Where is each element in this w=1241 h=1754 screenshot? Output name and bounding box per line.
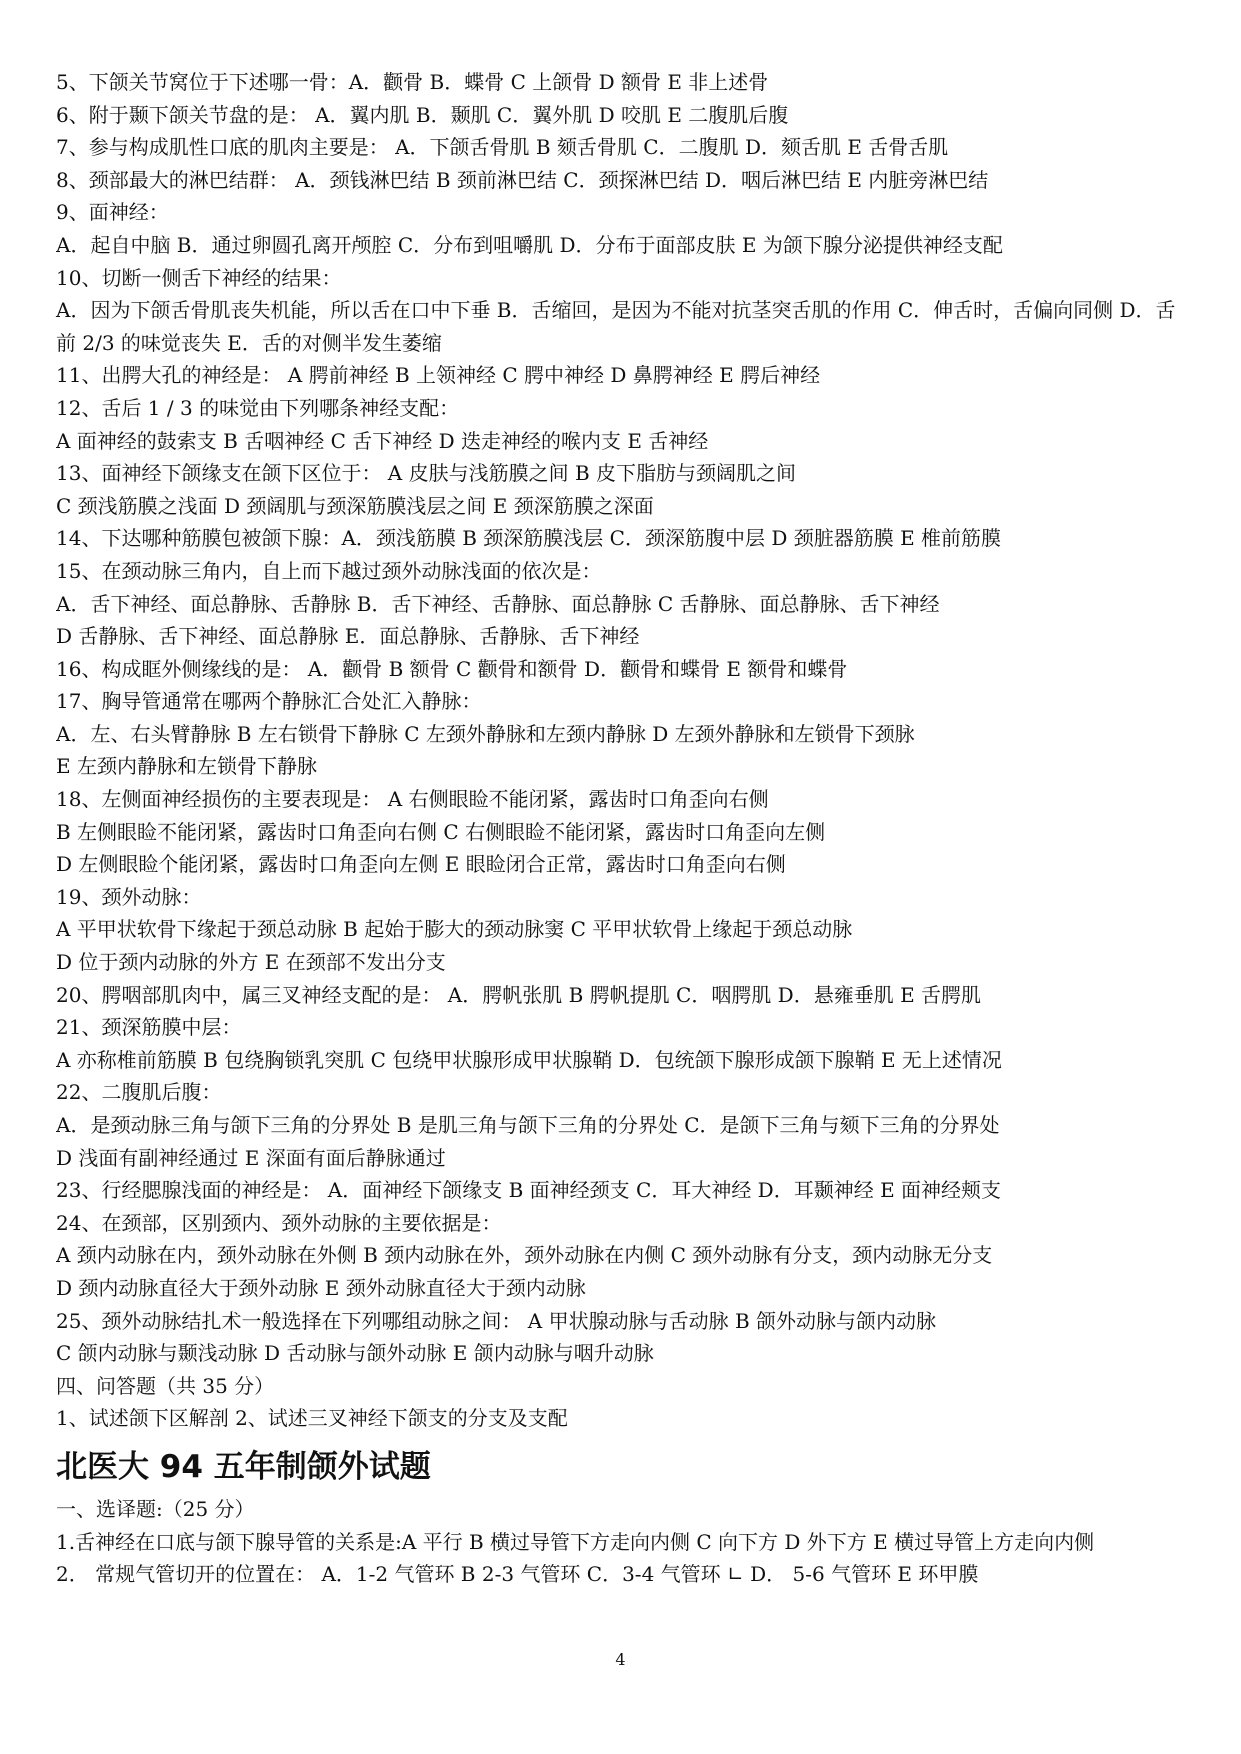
- question-line: 5、下颌关节窝位于下述哪一骨：A．颧骨 B．蝶骨 C 上颌骨 D 额骨 E 非上述骨: [56, 70, 769, 94]
- question-line: 25、颈外动脉结扎术一般选择在下列哪组动脉之间： A 甲状腺动脉与舌动脉 B 颌外动脉与颌内动脉: [56, 1308, 937, 1333]
- question-line: 18、左侧面神经损伤的主要表现是： A 右侧眼睑不能闭紧，露齿时口角歪向右侧: [56, 787, 769, 812]
- question-line: A．舌下神经、面总静脉、舌静脉 B．舌下神经、舌静脉、面总静脉 C 舌静脉、面总静脉、舌下神经: [56, 591, 940, 616]
- question-line: A．左、右头臂静脉 B 左右锁骨下静脉 C 左颈外静脉和左颈内静脉 D 左颈外静脉和左锁骨下颈脉: [56, 721, 915, 746]
- question-line: 13、面神经下颌缘支在颌下区位于： A 皮肤与浅筋膜之间 B 皮下脂肪与颈阔肌之间: [56, 461, 797, 486]
- section-title: 一、选译题:（25 分）: [56, 1496, 255, 1521]
- question-line: D 浅面有副神经通过 E 深面有面后静脉通过: [56, 1145, 446, 1170]
- question-line: 15、在颈动脉三角内，自上而下越过颈外动脉浅面的依次是：: [56, 558, 602, 583]
- question-line: 12、舌后 1 / 3 的味觉由下列哪条神经支配：: [56, 395, 460, 420]
- question-line: A．起自中脑 B．通过卵圆孔离开颅腔 C．分布到咀嚼肌 D．分布于面部皮肤 E 为颌下腺分泌提供神经支配: [56, 232, 1003, 257]
- question-line: 22、二腹肌后腹：: [56, 1080, 222, 1105]
- questions-block-2: [56, 1493, 1186, 1591]
- question-line: D 左侧眼睑个能闭紧，露齿时口角歪向左侧 E 眼睑闭合正常，露齿时口角歪向右侧: [56, 852, 786, 877]
- question-line: A．是颈动脉三角与颌下三角的分界处 B 是肌三角与颌下三角的分界处 C．是颌下三角与颏下三角的分界处: [56, 1113, 1000, 1137]
- question-line: 8、颈部最大的淋巴结群： A．颈钱淋巴结 B 颈前淋巴结 C．颈探淋巴结 D．咽后淋巴结 E 内脏旁淋巴结: [56, 167, 989, 192]
- document-page: [56, 66, 1186, 1591]
- question-line: A 亦称椎前筋膜 B 包绕胸锁乳突肌 C 包绕甲状腺形成甲状腺鞘 D．包统颌下腺形成颌下腺鞘 E 无上述情况: [56, 1047, 1002, 1072]
- question-line: 10、切断一侧舌下神经的结果：: [56, 265, 342, 290]
- question-line: B 左侧眼睑不能闭紧，露齿时口角歪向右侧 C 右侧眼睑不能闭紧，露齿时口角歪向左侧: [56, 819, 826, 844]
- question-line: D 颈内动脉直径大于颈外动脉 E 颈外动脉直径大于颈内动脉: [56, 1275, 586, 1300]
- question-line: A．因为下颌舌骨肌丧失机能，所以舌在口中下垂 B．舌缩回，是因为不能对抗茎突舌肌的作用 C．伸舌时，舌偏向同侧 D．舌前 2/3 的味觉丧失 E．舌的对侧半发生萎缩: [56, 298, 1176, 355]
- question-line: 1、试述颌下区解剖 2、试述三叉神经下颌支的分支及支配: [56, 1406, 568, 1431]
- question-line: 16、构成眶外侧缘线的是： A．颧骨 B 额骨 C 颧骨和额骨 D．颧骨和蝶骨 E 额骨和蝶骨: [56, 656, 848, 681]
- question-line: C 颌内动脉与颞浅动脉 D 舌动脉与颌外动脉 E 颌内动脉与咽升动脉: [56, 1341, 654, 1366]
- question-line: 6、附于颞下颌关节盘的是： A．翼内肌 B．颞肌 C．翼外肌 D 咬肌 E 二腹肌后腹: [56, 102, 789, 127]
- question-line: E 左颈内静脉和左锁骨下静脉: [56, 754, 317, 779]
- question-line: 9、面神经：: [56, 200, 169, 225]
- question-line: A 颈内动脉在内，颈外动脉在外侧 B 颈内动脉在外，颈外动脉在内侧 C 颈外动脉有分支，颈内动脉无分支: [56, 1243, 993, 1268]
- question-line: 20、腭咽部肌肉中，属三叉神经支配的是： A．腭帆张肌 B 腭帆提肌 C．咽腭肌 D．悬雍垂肌 E 舌腭肌: [56, 982, 982, 1007]
- question-line: A 平甲状软骨下缘起于颈总动脉 B 起始于膨大的颈动脉窦 C 平甲状软骨上缘起于颈总动脉: [56, 917, 853, 942]
- question-line: C 颈浅筋膜之浅面 D 颈阔肌与颈深筋膜浅层之间 E 颈深筋膜之深面: [56, 493, 654, 518]
- question-line: 11、出腭大孔的神经是： A 腭前神经 B 上领神经 C 腭中神经 D 鼻腭神经 E 腭后神经: [56, 363, 821, 388]
- question-line: 24、在颈部，区别颈内、颈外动脉的主要依据是：: [56, 1210, 502, 1235]
- exam-heading: 北医大 94 五年制颌外试题: [56, 1448, 431, 1485]
- questions-block: [56, 66, 1186, 1435]
- question-line: 7、参与构成肌性口底的肌肉主要是： A．下颌舌骨肌 B 颏舌骨肌 C．二腹肌 D．颏舌肌 E 舌骨舌肌: [56, 135, 949, 160]
- section-title: 四、问答题（共 35 分）: [56, 1373, 275, 1398]
- page-number: 4: [615, 1650, 626, 1669]
- question-line: 2． 常规气管切开的位置在： A．1-2 气管环 B 2-3 气管环 C．3-4 气管环 ∟ D． 5-6 气管环 E 环甲膜: [56, 1562, 979, 1587]
- question-line: A 面神经的鼓索支 B 舌咽神经 C 舌下神经 D 迭走神经的喉内支 E 舌神经: [56, 428, 709, 453]
- question-line: 21、颈深筋膜中层：: [56, 1015, 242, 1040]
- question-line: 19、颈外动脉：: [56, 884, 202, 909]
- question-line: 1.舌神经在口底与颌下腺导管的关系是:A 平行 B 横过导管下方走向内侧 C 向下方 D 外下方 E 横过导管上方走向内侧: [56, 1529, 1095, 1554]
- question-line: 14、下达哪种筋膜包被颌下腺：A．颈浅筋膜 B 颈深筋膜浅层 C．颈深筋腹中层 D 颈脏器筋膜 E 椎前筋膜: [56, 526, 1002, 551]
- question-line: 23、行经腮腺浅面的神经是： A．面神经下颌缘支 B 面神经颈支 C．耳大神经 D．耳颞神经 E 面神经颊支: [56, 1178, 1002, 1203]
- question-line: D 位于颈内动脉的外方 E 在颈部不发出分支: [56, 950, 446, 975]
- question-line: 17、胸导管通常在哪两个静脉汇合处汇入静脉：: [56, 689, 482, 714]
- question-line: D 舌静脉、舌下神经、面总静脉 E．面总静脉、舌静脉、舌下神经: [56, 624, 640, 649]
